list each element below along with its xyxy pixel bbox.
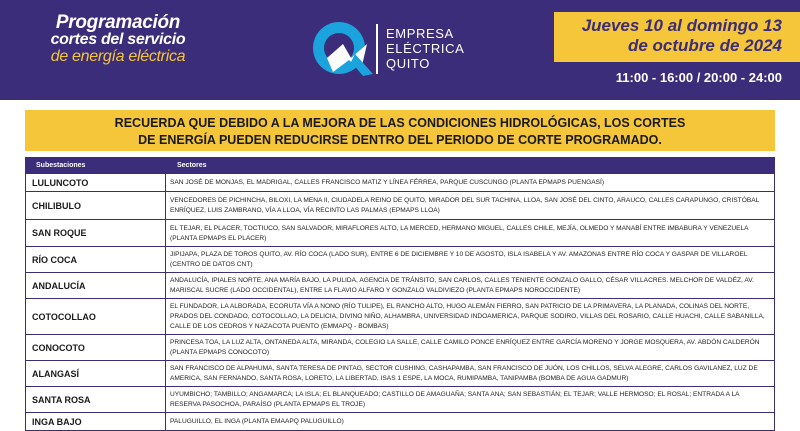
substation-cell: RÍO COCA xyxy=(26,247,166,272)
substation-cell: CHILIBULO xyxy=(26,192,166,219)
sectors-cell: SAN FRANCISCO DE ALPAHUMA, SANTA TERESA DE PINTAG, SECTOR CUSHING, CASHAPAMBA, SAN FRANCISCO DE JUÓN, LOS CHILLOS, SELVA ALEGRE, CARLOS GAVILANEZ, LUZ DE AMERICA, SAN FERNANDO, SANTA ROSA, LORETO, LA LIBERTAD, ISAS 1 ESPE, LA MOCA, RUMIPAMBA, TANIPAMBA (BOMBA DE AGUA GADMUR) xyxy=(170,365,758,382)
sectors-cell: EL TEJAR, EL PLACER, TOCTIUCO, SAN SALVADOR, MIRAFLORES ALTO, LA MERCED, HERMANO MIGUEL, CALLES CHILE, MEJÍA, OLMEDO Y MANABÍ ENTRE IMBABURA Y VENEZUELA (PLANTA EPMAPS EL PLACER) xyxy=(170,224,749,242)
date-line-1: Jueves 10 al domingo 13 xyxy=(581,16,782,35)
table-row xyxy=(26,173,774,191)
notice-line-1: RECUERDA QUE DEBIDO A LA MEJORA DE LAS CONDICIONES HIDROLÓGICAS, LOS CORTES xyxy=(114,116,686,130)
table-row xyxy=(26,272,774,298)
title-line-2: cortes del servicio xyxy=(50,31,186,48)
notice-banner xyxy=(25,110,775,151)
title-line-1: Programación xyxy=(55,12,181,33)
table-row xyxy=(26,219,774,246)
sectors-cell: SAN JOSÉ DE MONJAS, EL MADRIGAL, CALLES FRANCISCO MATIZ Y LÍNEA FÉRREA, PARQUE CUSCUNGO (PLANTA EPMAPS PUENGASÍ) xyxy=(170,179,605,187)
notice-line-2: DE ENERGÍA PUEDEN REDUCIRSE DENTRO DEL PERIODO DE CORTE PROGRAMADO. xyxy=(138,133,662,147)
outage-hours: 11:00 - 16:00 / 20:00 - 24:00 xyxy=(615,70,782,85)
substation-cell: COTOCOLLAO xyxy=(26,299,166,334)
page-title xyxy=(18,14,218,65)
company-name-line-3: QUITO xyxy=(386,56,430,71)
substation-cell: ANDALUCÍA xyxy=(26,273,166,298)
table-row xyxy=(26,334,774,360)
sectors-cell: JIPIJAPA, PLAZA DE TOROS QUITO, AV. RÍO COCA (LADO SUR), ENTRE 6 DE DICIEMBRE Y 10 DE AGOSTO, ISLA ISABELA Y AV. AMAZONAS ENTRE RÍO COCA Y GASPAR DE VILLAROEL (CENTRO DE DATOS CNT) xyxy=(170,251,748,268)
company-name xyxy=(386,26,464,71)
logo-divider xyxy=(376,24,378,74)
table-row xyxy=(26,191,774,219)
empresa-electrica-quito-logo-icon xyxy=(305,14,379,82)
company-name-line-2: ELÉCTRICA xyxy=(386,41,465,56)
column-header-substations: Subestaciones xyxy=(36,161,86,169)
table-row xyxy=(26,386,774,412)
date-line-2: de octubre de 2024 xyxy=(627,36,782,55)
substation-cell: INGA BAJO xyxy=(26,413,166,430)
substation-cell: CONOCOTO xyxy=(26,335,166,360)
substation-cell: LULUNCOTO xyxy=(26,174,166,191)
sectors-cell: EL FUNDADOR, LA ALBORADA, ECORUTA VÍA A NONO (RÍO TULIPE), EL RANCHO ALTO, HUGO ALEMÁN FIERRO, SAN PATRICIO DE LA PRIMAVERA, LA PLANADA, COLINAS DEL NORTE, PRADOS DEL CONDADO, COTOCOLLAO, LA DELICIA, DIVINO NIÑO, ALHAMBRA, UNIVERSIDAD INDOAMERICA, PARQUE SODIRO, VILLAS DEL ROSARIO, CALLE HUACHI, CALLE SABANILLA, CALLE DE LOS CEDROS Y NAZACOTA PUENTO (EMMAPQ - BOMBAS) xyxy=(170,303,765,330)
schedule-table xyxy=(25,157,775,431)
title-line-3: de energía eléctrica xyxy=(50,48,186,65)
table-row xyxy=(26,298,774,334)
sectors-cell: PRINCESA TOA, LA LUZ ALTA, ONTANEDA ALTA, MIRANDA, COLEGIO LA SALLE, CALLE CAMILO PONCE ENRÍQUEZ ENTRE GARCÍA MORENO Y JORGE MOSQUERA, AV. ABDÓN CALDERÓN (PLANTA EPMAPS CONOCOTO) xyxy=(170,339,760,356)
table-row xyxy=(26,246,774,272)
sectors-cell: ANDALUCÍA, IPIALES NORTE, ANA MARÍA BAJO, LA PULIDA, AGENCIA DE TRÁNSITO, SAN CARLOS, CALLES TENIENTE GONZALO GALLO, CÉSAR VILLACRES. MELCHOR DE VALDÉZ, AV. MARISCAL SUCRE (LADO OCCIDENTAL), ENTRE LA FLAVIO ALFARO Y GONZALO VALDIVIEZO (PLANTA EPMAPS NOROCCIDENTE) xyxy=(170,277,754,294)
sectors-cell: UYUMBICHO; TAMBILLO; ANGAMARCA; LA ISLA; EL BLANQUEADO; CASTILLO DE AMAGUAÑA; SANTA ANA; SAN SEBASTIÁN; EL TEJAR; VALLE HERMOSO; EL ROSAL; ENTRADA A LA RESERVA PASOCHOA, PARAÍSO (PLANTA EPMAPS EL TROJE) xyxy=(170,391,740,408)
company-name-line-1: EMPRESA xyxy=(386,26,454,41)
sectors-cell: PALUGUILLO, EL INGA (PLANTA EMAAPQ PALUGUILLO) xyxy=(170,418,344,426)
substation-cell: SANTA ROSA xyxy=(26,387,166,412)
column-header-sectors: Sectores xyxy=(177,161,207,169)
substation-cell: SAN ROQUE xyxy=(26,220,166,246)
table-header xyxy=(26,157,774,173)
table-row xyxy=(26,360,774,386)
table-row xyxy=(26,412,774,430)
date-banner xyxy=(554,12,800,62)
header xyxy=(0,0,800,100)
substation-cell: ALANGASÍ xyxy=(26,361,166,386)
sectors-cell: VENCEDORES DE PICHINCHA, BILOXI, LA MENA II, CIUDADELA REINO DE QUITO, MIRADOR DEL SUR TACHINA, LLOA, SAN JOSÉ DEL CINTO, ARAUCO, CALLES CARAPUNGO, CRISTÓBAL ENRÍQUEZ, LUIS ZAMBRANO, VÍA A LLOA, VÍA RECINTO LAS PALMAS (EPMAPS LLOA) xyxy=(170,197,760,214)
